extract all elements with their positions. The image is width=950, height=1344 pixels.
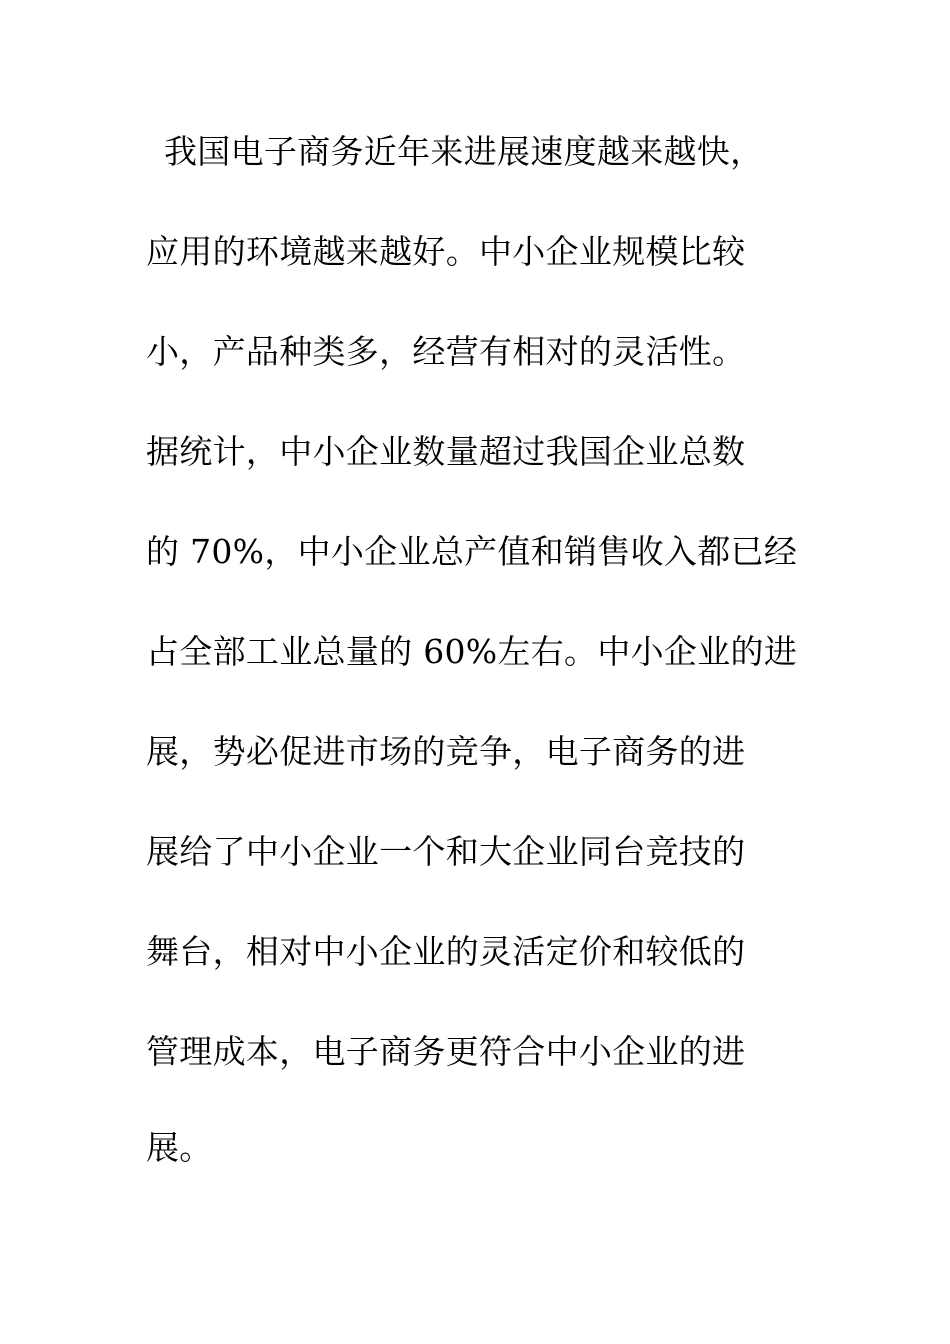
paragraph-line: 展，势必促进市场的竞争，电子商务的进 [146,732,746,771]
paragraph-line: 应用的环境越来越好。中小企业规模比较 [146,232,746,271]
paragraph-line: 展给了中小企业一个和大企业同台竞技的 [146,832,746,871]
paragraph-line: 的 70%，中小企业总产值和销售收入都已经 [146,532,798,571]
paragraph-line: 展。 [146,1128,213,1167]
paragraph-line: 占全部工业总量的 60%左右。中小企业的进 [146,632,798,671]
paragraph-line: 管理成本，电子商务更符合中小企业的进 [146,1032,746,1071]
paragraph-line: 据统计，中小企业数量超过我国企业总数 [146,432,746,471]
paragraph-line: 舞台，相对中小企业的灵活定价和较低的 [146,932,746,971]
paragraph-line: 小，产品种类多，经营有相对的灵活性。 [146,332,746,371]
paragraph-line: 我国电子商务近年来进展速度越来越快， [164,132,764,171]
